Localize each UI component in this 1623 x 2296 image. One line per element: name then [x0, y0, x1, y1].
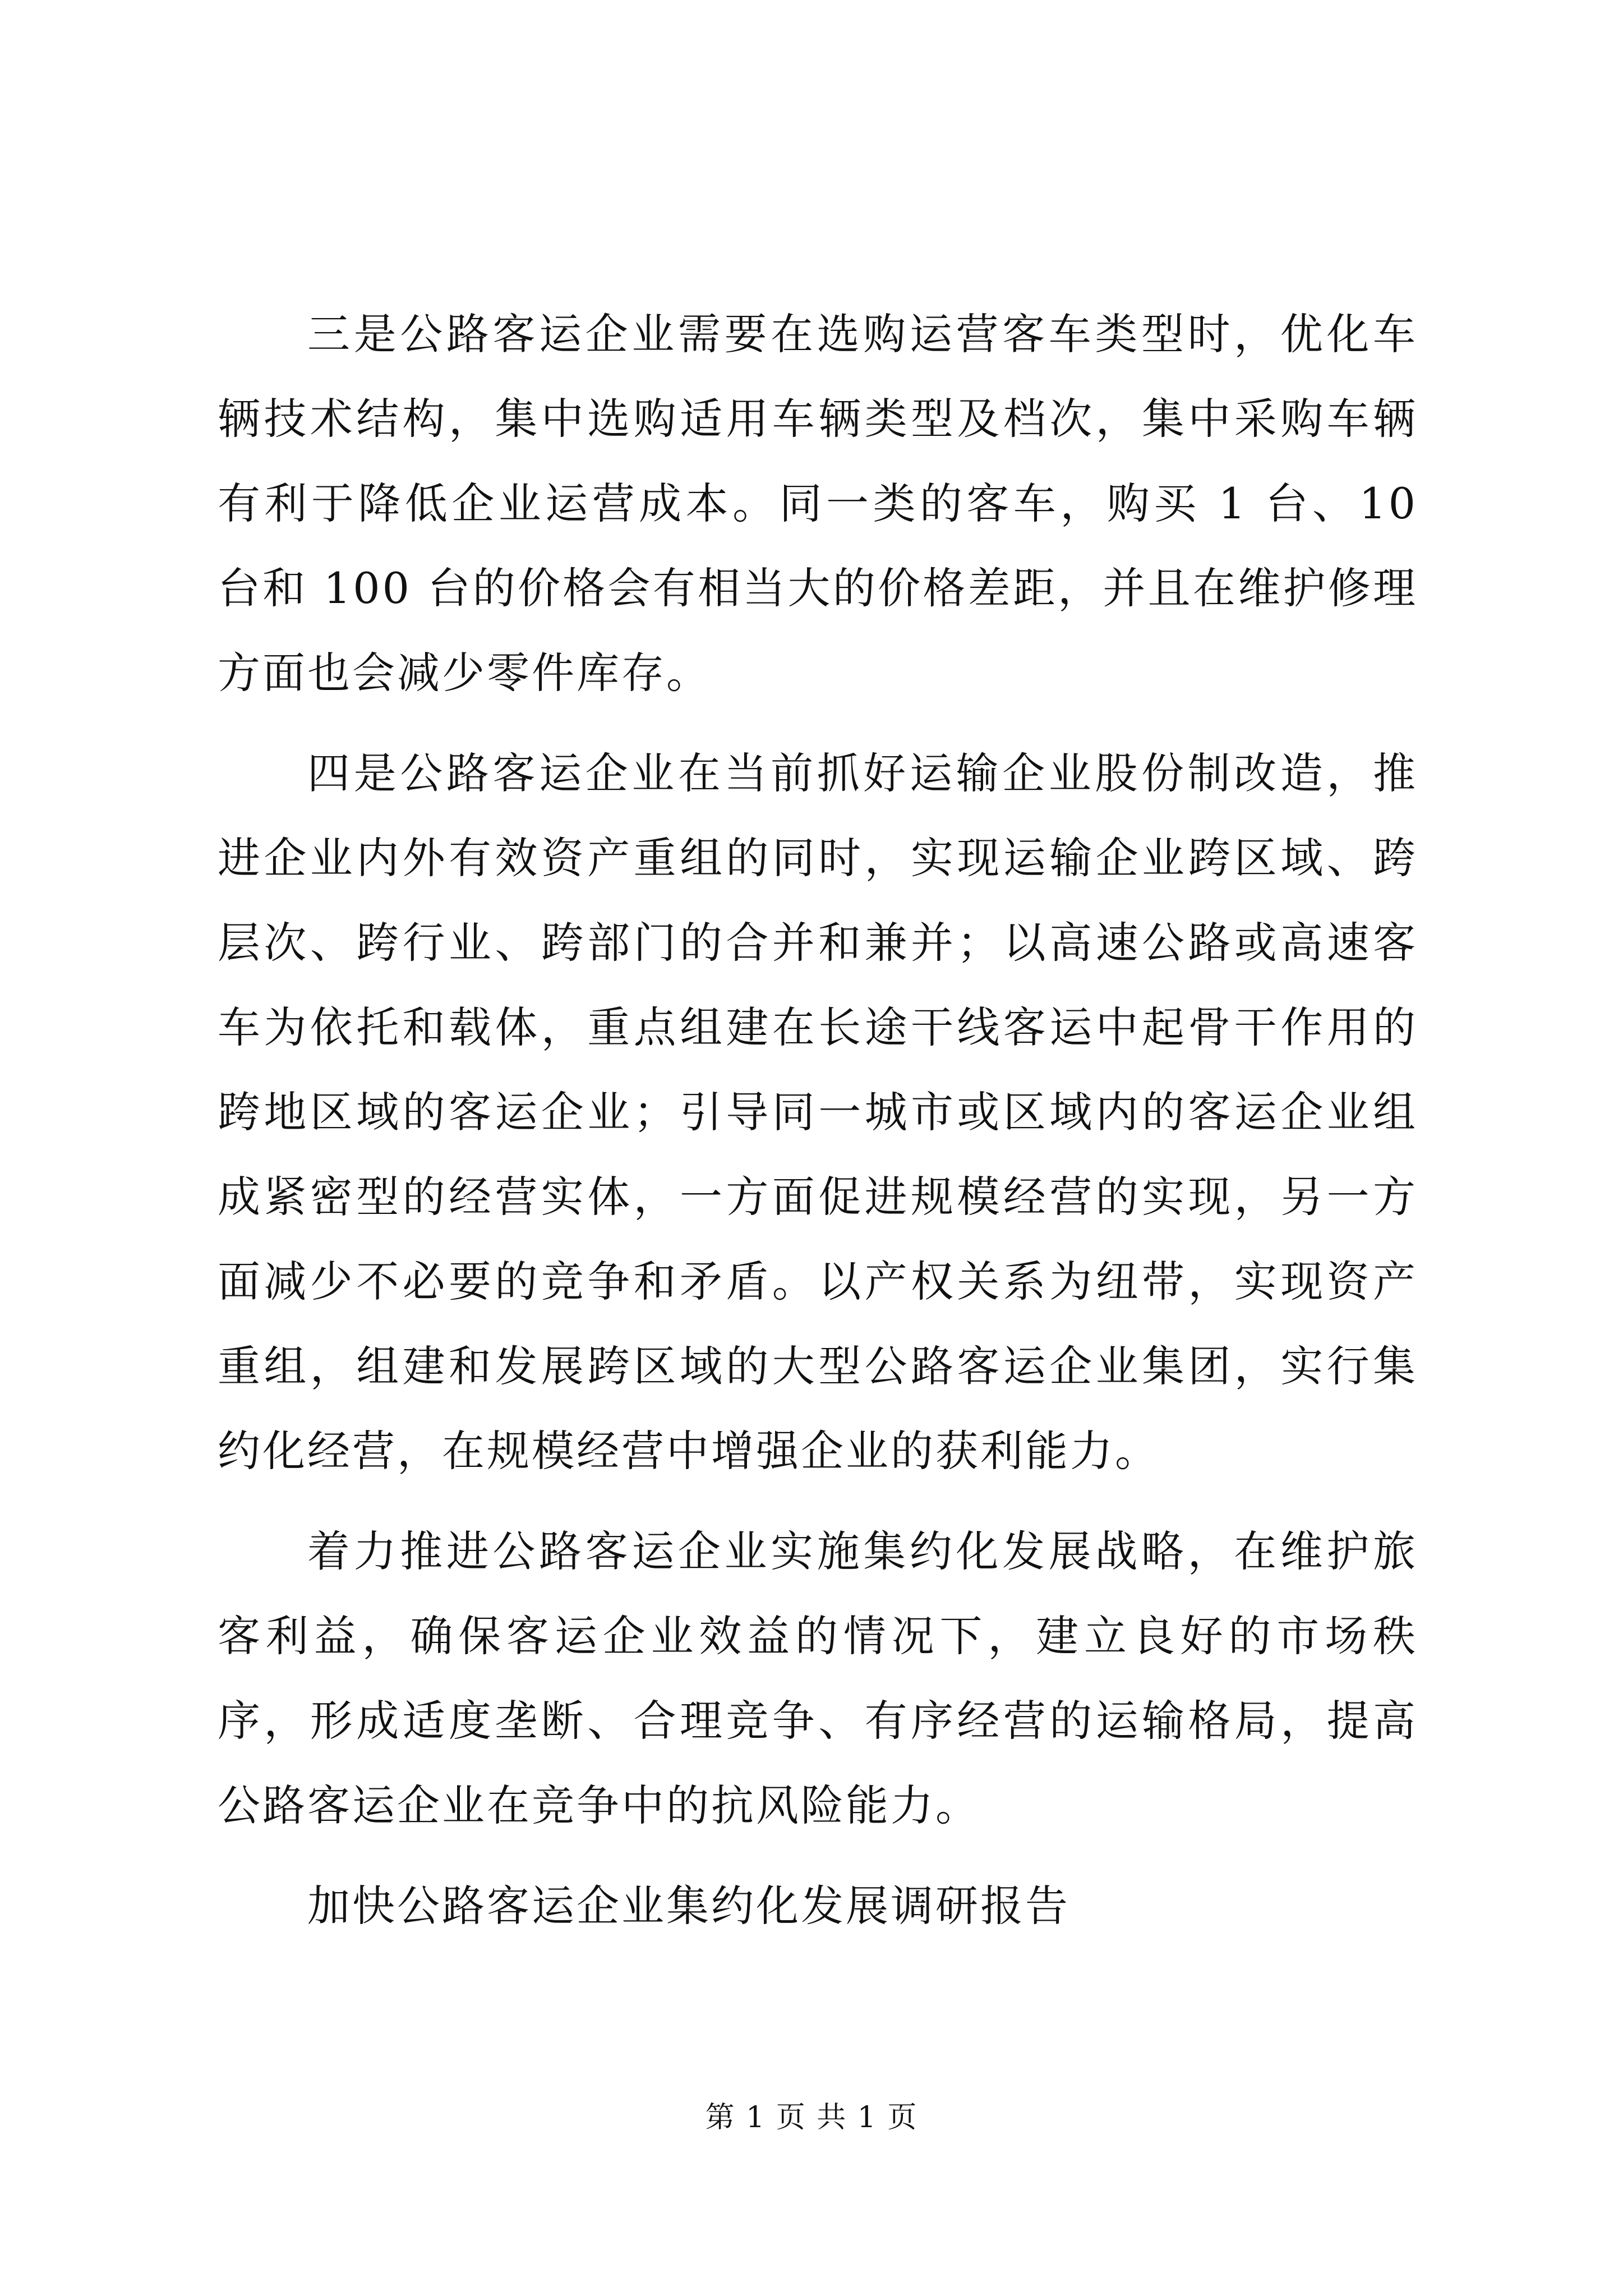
- paragraph-strategy-four: 四是公路客运企业在当前抓好运输企业股份制改造，推进企业内外有效资产重组的同时，实现运输企业跨区域、跨层次、跨行业、跨部门的合并和兼并；以高速公路或高速客车为依托和载体，重点组建在长途干线客运中起骨干作用的跨地区域的客运企业；引导同一城市或区域内的客运企业组成紧密型的经营实体，一方面促进规模经营的实现，另一方面减少不必要的竞争和矛盾。以产权关系为纽带，实现资产重组，组建和发展跨区域的大型公路客运企业集团，实行集约化经营，在规模经营中增强企业的获利能力。: [218, 748, 1418, 1476]
- document-body: [218, 292, 1418, 1948]
- paragraph-conclusion: 着力推进公路客运企业实施集约化发展战略，在维护旅客利益，确保客运企业效益的情况下，建立良好的市场秩序，形成适度垄断、合理竞争、有序经营的运输格局，提高公路客运企业在竞争中的抗风险能力。: [218, 1526, 1418, 1830]
- paragraph-strategy-three: 三是公路客运企业需要在选购运营客车类型时，优化车辆技术结构，集中选购适用车辆类型及档次，集中采购车辆有利于降低企业运营成本。同一类的客车，购买 1 台、10 台和 100 台的价格会有相当大的价格差距，并且在维护修理方面也会减少零件库存。: [218, 309, 1418, 698]
- page-number-footer: 第 1 页 共 1 页: [705, 2101, 918, 2134]
- document-title-line: 加快公路客运企业集约化发展调研报告: [307, 1881, 1070, 1931]
